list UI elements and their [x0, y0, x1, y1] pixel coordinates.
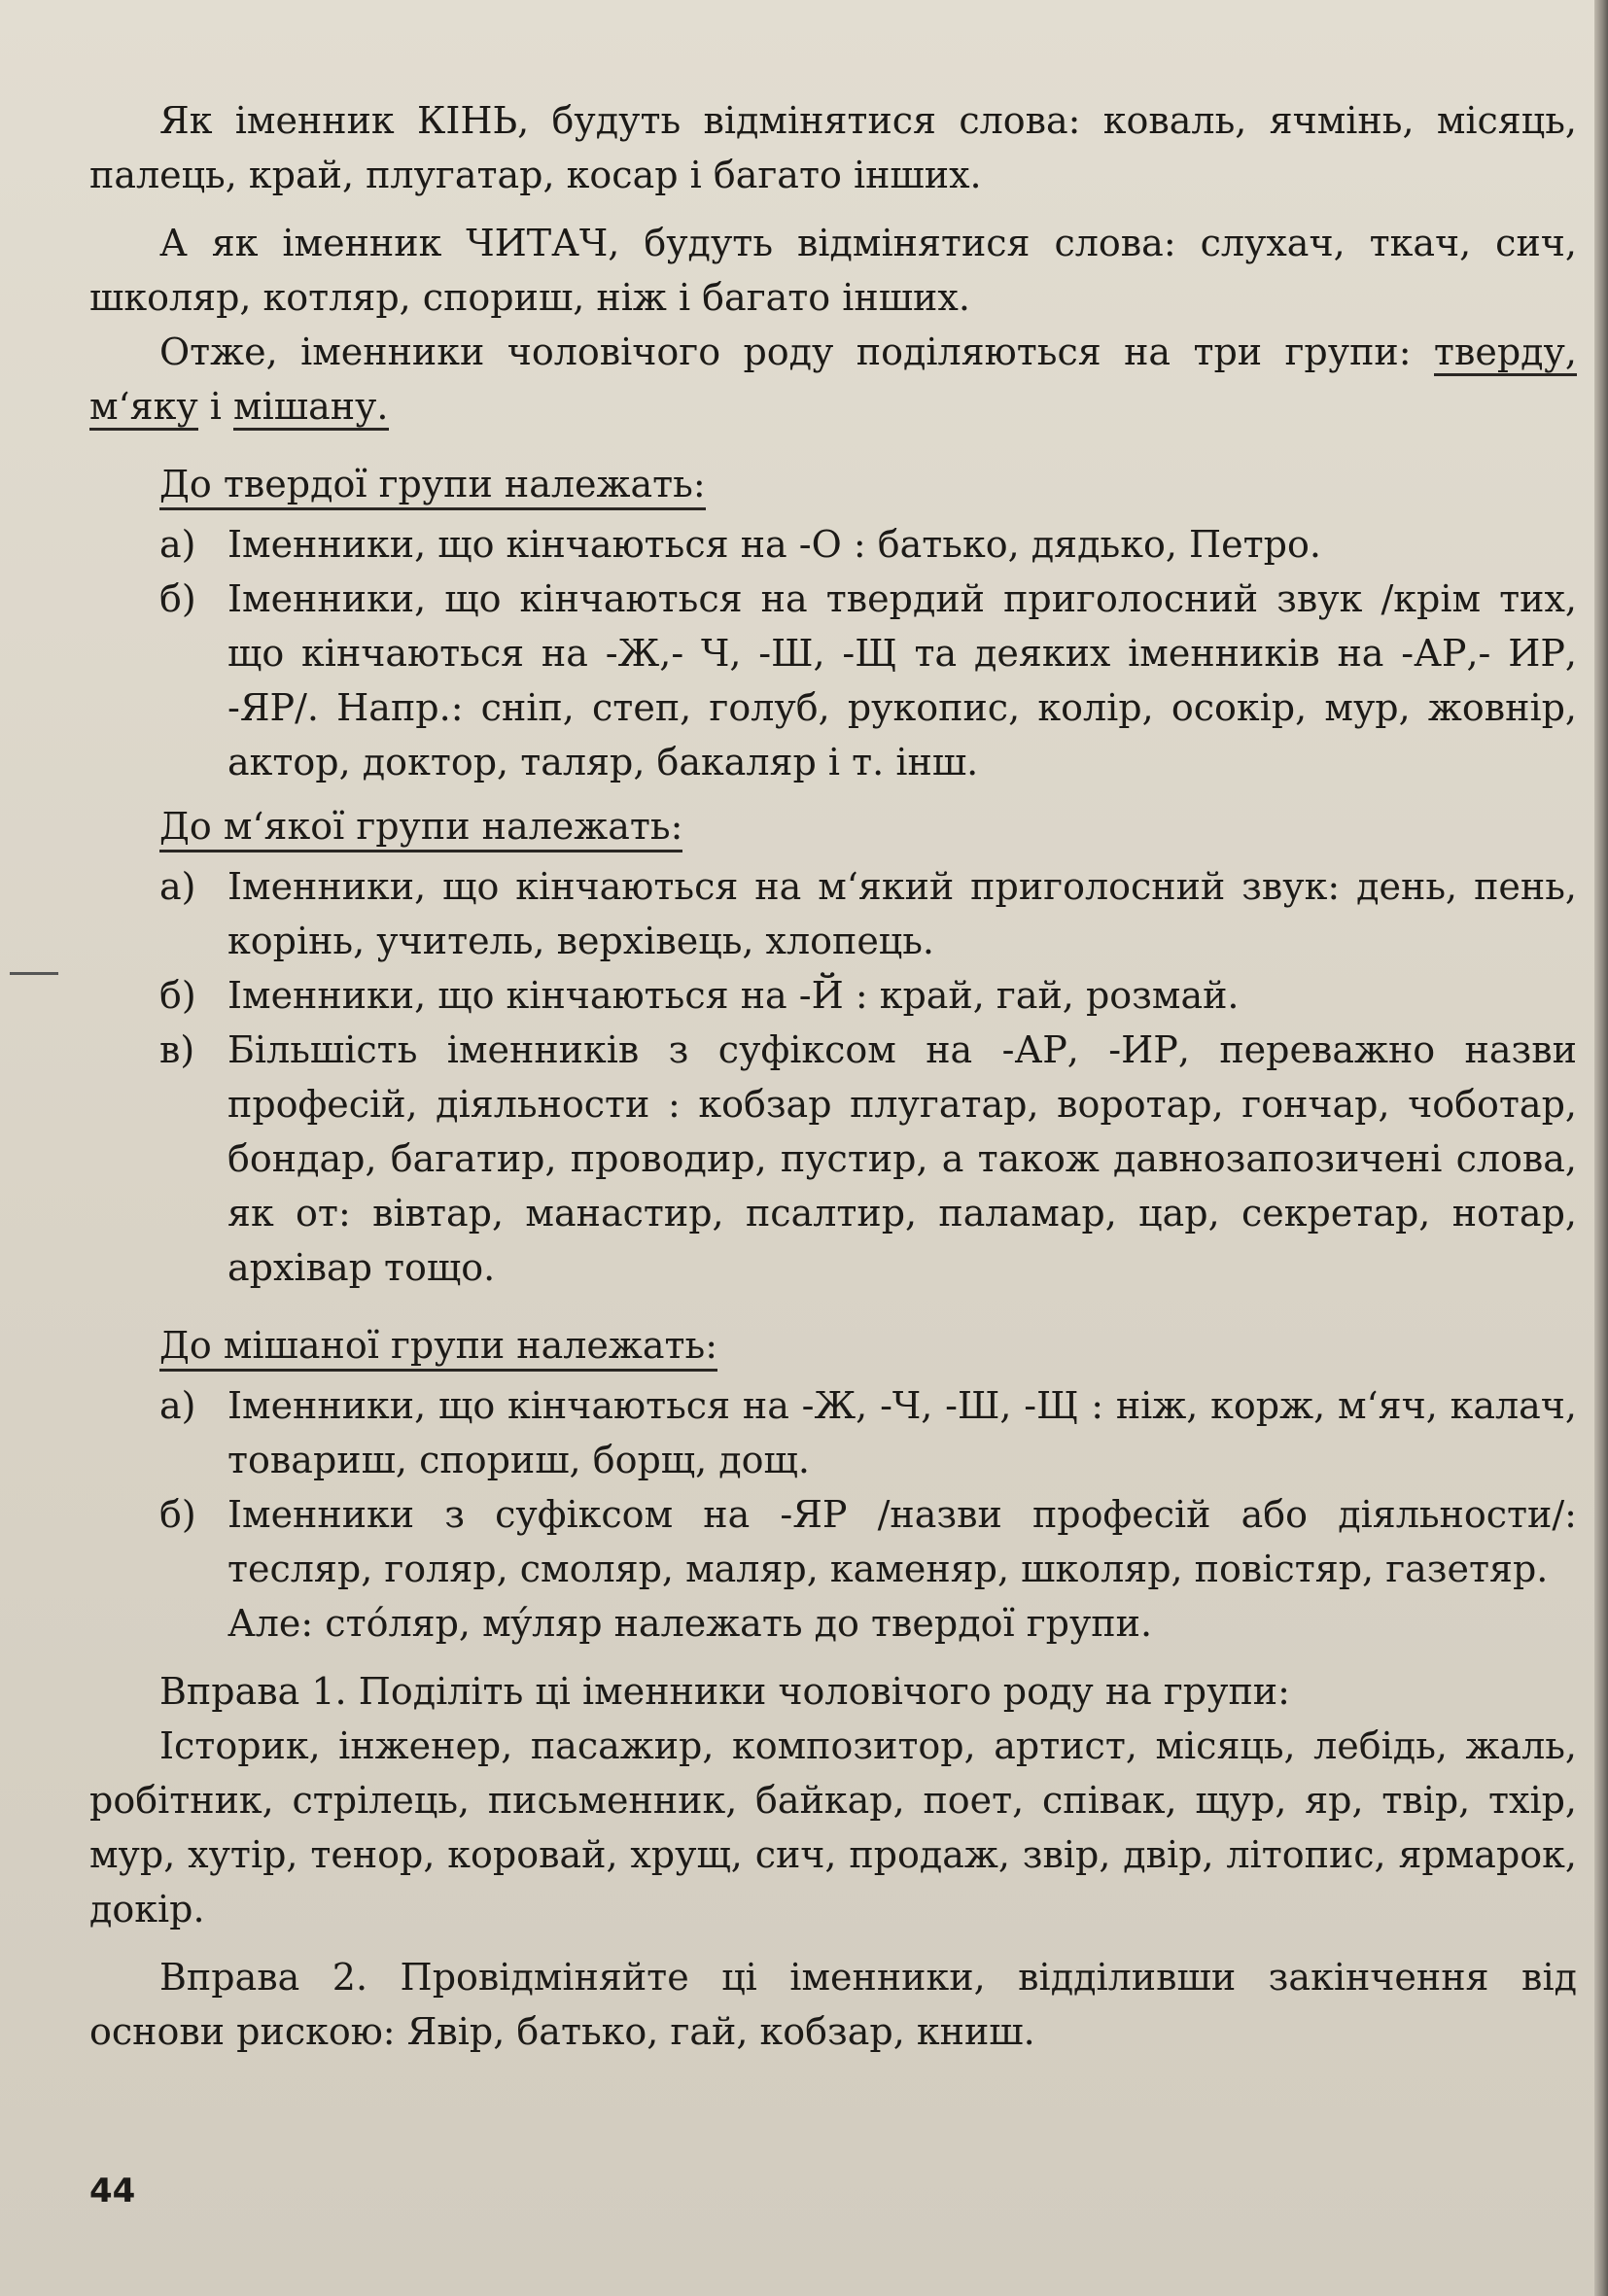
item-text: Іменники, що кінчаються на м‘який приголосний звук: день, пень, корінь, учитель, верхівець, хлопець. [227, 865, 1577, 962]
item-label: а) [159, 523, 196, 566]
page-edge-shadow [1594, 0, 1608, 2296]
soft-group-heading: До м‘якої групи належать: [159, 799, 1577, 853]
intro-paragraph-3 [89, 325, 1577, 434]
item-text: Іменники, що кінчаються на -Ж, -Ч, -Ш, -Щ : ніж, корж, м‘яч, калач, товариш, спориш, борщ, дощ. [227, 1384, 1577, 1481]
item-label: а) [159, 1384, 196, 1427]
groups-sentence: Отже, іменники чоловічого роду поділяються на три групи: [159, 330, 1434, 373]
mixed-group-item-b [159, 1487, 1577, 1596]
item-label: б) [159, 974, 196, 1017]
intro-paragraph-1: Як іменник КІНЬ, будуть відмінятися слова: коваль, ячмінь, місяць, палець, край, плугатар, косар і багато інших. [89, 99, 1577, 196]
item-label: б) [159, 1493, 196, 1536]
item-text: Більшість іменників з суфіксом на -АР, -ИР, переважно назви професій, діяльности : кобзар плугатар, воротар, гончар, чоботар, бондар, багатир, проводир, пустир, а також давнозапозичені слова, як от: вівтар, манастир, псалтир, паламар, цар, секретар, нотар, архівар тощо. [227, 1028, 1577, 1289]
item-label: в) [159, 1028, 195, 1071]
soft-group-item-c [159, 1023, 1577, 1295]
soft-group-item-a [159, 859, 1577, 968]
mixed-group-heading: До мішаної групи належать: [159, 1318, 1577, 1373]
page-content [89, 93, 1577, 2059]
mixed-group-note: Але: стóляр, мýляр належать до твердої групи. [227, 1602, 1153, 1645]
exercise-1-text: Історик, інженер, пасажир, композитор, артист, місяць, лебідь, жаль, робітник, стрілець, письменник, байкар, поет, співак, щур, яр, твір, тхір, мур, хутір, тенор, коровай, хрущ, сич, продаж, звір, двір, літопис, ярмарок, докір. [89, 1724, 1577, 1931]
group-hard-term: тверду, [1434, 330, 1577, 376]
item-text: Іменники, що кінчаються на -Й : край, гай, розмай. [227, 974, 1240, 1017]
page-number: 44 [89, 2172, 136, 2210]
margin-mark [10, 972, 58, 975]
item-text: Іменники з суфіксом на -ЯР /назви професій або діяльности/: тесляр, голяр, смоляр, маляр, каменяр, школяр, повістяр, газетяр. [227, 1493, 1577, 1590]
item-text: Іменники, що кінчаються на -О : батько, дядько, Петро. [227, 523, 1321, 566]
item-label: а) [159, 865, 196, 908]
item-label: б) [159, 577, 196, 620]
mixed-group-item-a [159, 1378, 1577, 1487]
exercise-2-text: Вправа 2. Провідміняйте ці іменники, відділивши закінчення від основи рискою: Явір, батько, гай, кобзар, книш. [89, 1956, 1577, 2053]
group-mixed-term: мішану. [233, 385, 388, 431]
exercise-1-title: Вправа 1. Поділіть ці іменники чоловічого роду на групи: [159, 1670, 1290, 1713]
intro-paragraph-2: А як іменник ЧИТАЧ, будуть відмінятися слова: слухач, ткач, сич, школяр, котляр, спориш, ніж і багато інших. [89, 222, 1577, 319]
hard-group-item-a [159, 517, 1577, 572]
group-soft-term: м‘яку [89, 385, 198, 431]
hard-group-item-b [159, 572, 1577, 789]
item-text: Іменники, що кінчаються на твердий приголосний звук /крім тих, що кінчаються на -Ж,- Ч, -Ш, -Щ та деяких іменників на -АР,- ИР, -ЯР/. Напр.: сніп, степ, голуб, рукопис, колір, осокір, мур, жовнір, актор, доктор, таляр, бакаляр і т. інш. [227, 577, 1577, 783]
soft-group-item-b [159, 968, 1577, 1023]
conjunction: і [197, 385, 234, 428]
hard-group-heading: До твердої групи належать: [159, 457, 1577, 511]
